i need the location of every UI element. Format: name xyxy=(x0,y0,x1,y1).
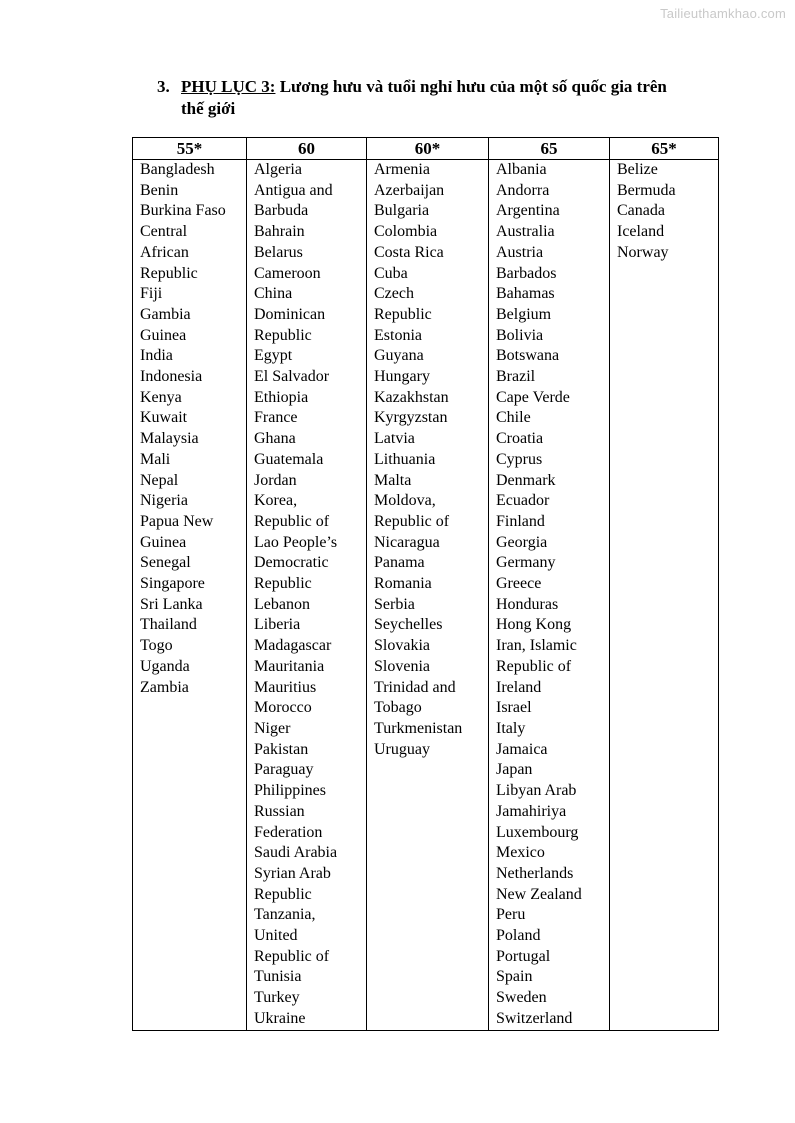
country-name: Guinea xyxy=(140,533,187,551)
retirement-age-table xyxy=(132,137,719,1031)
country-name: Japan xyxy=(496,761,533,779)
country-name: Lao People’s xyxy=(254,533,338,551)
country-name: Jamaica xyxy=(496,740,548,758)
country-name: Belize xyxy=(617,161,658,178)
heading-title-line1: Lương hưu và tuổi nghỉ hưu của một số quốc gia trên xyxy=(279,77,667,96)
country-name: Cameroon xyxy=(254,264,321,282)
country-name: Sweden xyxy=(496,989,547,1007)
country-name: Bahamas xyxy=(496,285,555,303)
country-name: India xyxy=(140,347,173,365)
heading-title-line2: thế giới xyxy=(181,99,236,118)
country-name: Togo xyxy=(140,637,173,655)
country-name: Fiji xyxy=(140,285,163,303)
country-name: Albania xyxy=(496,161,547,178)
country-name: Guyana xyxy=(374,347,424,365)
country-name: Tanzania, xyxy=(254,906,316,924)
country-name: Cuba xyxy=(374,264,408,282)
country-name: Peru xyxy=(496,906,526,924)
country-name: Guinea xyxy=(140,326,187,344)
country-name: Bangladesh xyxy=(140,161,215,178)
country-name: Trinidad and xyxy=(374,678,456,696)
country-name: Egypt xyxy=(254,347,293,365)
country-name: Morocco xyxy=(254,699,312,717)
country-name: United xyxy=(254,927,298,945)
column-header: 55* xyxy=(133,138,247,160)
country-name: Republic xyxy=(140,264,198,282)
country-name: Guatemala xyxy=(254,450,324,468)
country-name: Federation xyxy=(254,823,323,841)
country-cell xyxy=(367,160,489,1031)
country-name: Uruguay xyxy=(374,740,430,758)
country-name: Georgia xyxy=(496,533,548,551)
country-name: Benin xyxy=(140,181,179,199)
country-name: Chile xyxy=(496,409,531,427)
country-name: Mexico xyxy=(496,844,545,862)
country-name: Jamahiriya xyxy=(496,802,567,820)
country-name: Nigeria xyxy=(140,492,188,510)
country-name: Hong Kong xyxy=(496,616,572,634)
country-name: Mali xyxy=(140,450,171,468)
country-name: Republic xyxy=(254,575,312,593)
country-name: Tobago xyxy=(374,699,422,717)
country-cell xyxy=(610,160,719,1031)
country-name: Dominican xyxy=(254,305,326,323)
country-name: Republic of xyxy=(254,512,330,530)
country-name: Czech xyxy=(374,285,414,303)
country-name: Spain xyxy=(496,968,533,986)
country-name: Hungary xyxy=(374,368,430,386)
country-name: Republic of xyxy=(496,657,572,675)
watermark: Tailieuthamkhao.com xyxy=(660,6,786,21)
country-name: Democratic xyxy=(254,554,329,572)
country-name: Thailand xyxy=(140,616,197,634)
country-name: Ukraine xyxy=(254,1009,306,1027)
country-name: Greece xyxy=(496,575,542,593)
country-name: Jordan xyxy=(254,471,297,489)
country-name: Singapore xyxy=(140,575,205,593)
country-name: Bolivia xyxy=(496,326,544,344)
country-cell xyxy=(133,160,247,1031)
country-name: Germany xyxy=(496,554,556,572)
country-name: Iran, Islamic xyxy=(496,637,577,655)
country-name: Kuwait xyxy=(140,409,188,427)
country-name: Ecuador xyxy=(496,492,550,510)
country-name: China xyxy=(254,285,293,303)
country-name: Italy xyxy=(496,719,526,737)
table-header-row xyxy=(133,138,719,160)
country-name: Kazakhstan xyxy=(374,388,449,406)
country-name: Zambia xyxy=(140,678,189,696)
country-name: Korea, xyxy=(254,492,298,510)
country-name: Madagascar xyxy=(254,637,332,655)
country-name: Liberia xyxy=(254,616,301,634)
country-name: Bulgaria xyxy=(374,202,430,220)
country-name: Republic xyxy=(254,326,312,344)
country-cell xyxy=(247,160,367,1031)
country-name: Portugal xyxy=(496,947,551,965)
country-name: Nicaragua xyxy=(374,533,440,551)
country-name: Iceland xyxy=(617,223,665,241)
country-name: El Salvador xyxy=(254,368,330,386)
country-name: Ethiopia xyxy=(254,388,309,406)
country-name: Denmark xyxy=(496,471,556,489)
country-name: Kenya xyxy=(140,388,182,406)
country-name: Antigua and xyxy=(254,181,333,199)
country-name: New Zealand xyxy=(496,885,582,903)
country-name: Lebanon xyxy=(254,595,310,613)
country-name: Seychelles xyxy=(374,616,443,634)
country-name: Latvia xyxy=(374,430,415,448)
country-name: Israel xyxy=(496,699,532,717)
country-name: France xyxy=(254,409,298,427)
country-name: Gambia xyxy=(140,305,191,323)
country-name: Senegal xyxy=(140,554,191,572)
country-name: Norway xyxy=(617,243,669,261)
country-name: Botswana xyxy=(496,347,560,365)
column-header: 60* xyxy=(367,138,489,160)
country-name: Mauritius xyxy=(254,678,317,696)
country-name: Luxembourg xyxy=(496,823,579,841)
country-name: Pakistan xyxy=(254,740,309,758)
country-name: Malaysia xyxy=(140,430,199,448)
country-name: Croatia xyxy=(496,430,544,448)
country-name: Indonesia xyxy=(140,368,203,386)
country-name: Honduras xyxy=(496,595,559,613)
country-name: Cyprus xyxy=(496,450,543,468)
country-name: Republic of xyxy=(374,512,450,530)
country-name: African xyxy=(140,243,189,261)
country-name: Colombia xyxy=(374,223,438,241)
country-name: Canada xyxy=(617,202,665,220)
country-name: Lithuania xyxy=(374,450,436,468)
country-name: Bermuda xyxy=(617,181,676,199)
country-name: Brazil xyxy=(496,368,536,386)
country-name: Costa Rica xyxy=(374,243,444,261)
country-name: Slovenia xyxy=(374,657,430,675)
country-name: Mauritania xyxy=(254,657,325,675)
country-name: Moldova, xyxy=(374,492,436,510)
country-name: Republic xyxy=(374,305,432,323)
country-name: Uganda xyxy=(140,657,190,675)
country-name: Armenia xyxy=(374,161,430,178)
country-name: Romania xyxy=(374,575,432,593)
country-name: Bahrain xyxy=(254,223,305,241)
country-name: Ireland xyxy=(496,678,542,696)
country-name: Switzerland xyxy=(496,1009,573,1027)
country-name: Barbados xyxy=(496,264,557,282)
country-name: Russian xyxy=(254,802,305,820)
country-name: Netherlands xyxy=(496,864,574,882)
country-name: Kyrgyzstan xyxy=(374,409,448,427)
column-header: 65* xyxy=(610,138,719,160)
country-name: Central xyxy=(140,223,188,241)
country-name: Argentina xyxy=(496,202,560,220)
country-name: Cape Verde xyxy=(496,388,570,406)
country-name: Barbuda xyxy=(254,202,309,220)
country-name: Nepal xyxy=(140,471,179,489)
country-name: Estonia xyxy=(374,326,422,344)
table-row xyxy=(133,160,719,1031)
country-name: Papua New xyxy=(140,512,214,530)
column-header: 60 xyxy=(247,138,367,160)
country-name: Libyan Arab xyxy=(496,782,577,800)
country-name: Australia xyxy=(496,223,555,241)
country-name: Burkina Faso xyxy=(140,202,226,220)
country-name: Niger xyxy=(254,719,291,737)
country-name: Panama xyxy=(374,554,425,572)
country-name: Philippines xyxy=(254,782,327,800)
country-cell xyxy=(489,160,610,1031)
country-name: Azerbaijan xyxy=(374,181,445,199)
country-name: Saudi Arabia xyxy=(254,844,338,862)
country-name: Malta xyxy=(374,471,412,489)
country-name: Poland xyxy=(496,927,541,945)
country-name: Finland xyxy=(496,512,545,530)
country-name: Turkey xyxy=(254,989,300,1007)
country-name: Ghana xyxy=(254,430,296,448)
country-name: Paraguay xyxy=(254,761,314,779)
country-name: Republic xyxy=(254,885,312,903)
country-name: Slovakia xyxy=(374,637,430,655)
country-name: Turkmenistan xyxy=(374,719,463,737)
column-header: 65 xyxy=(489,138,610,160)
section-number: 3. xyxy=(157,77,170,96)
country-name: Sri Lanka xyxy=(140,595,203,613)
country-name: Belarus xyxy=(254,243,303,261)
country-name: Republic of xyxy=(254,947,330,965)
appendix-label: PHỤ LỤC 3: xyxy=(181,77,276,96)
country-name: Austria xyxy=(496,243,544,261)
country-name: Serbia xyxy=(374,595,415,613)
country-name: Algeria xyxy=(254,161,302,178)
country-name: Andorra xyxy=(496,181,550,199)
country-name: Syrian Arab xyxy=(254,864,331,882)
country-name: Tunisia xyxy=(254,968,302,986)
country-name: Belgium xyxy=(496,305,552,323)
